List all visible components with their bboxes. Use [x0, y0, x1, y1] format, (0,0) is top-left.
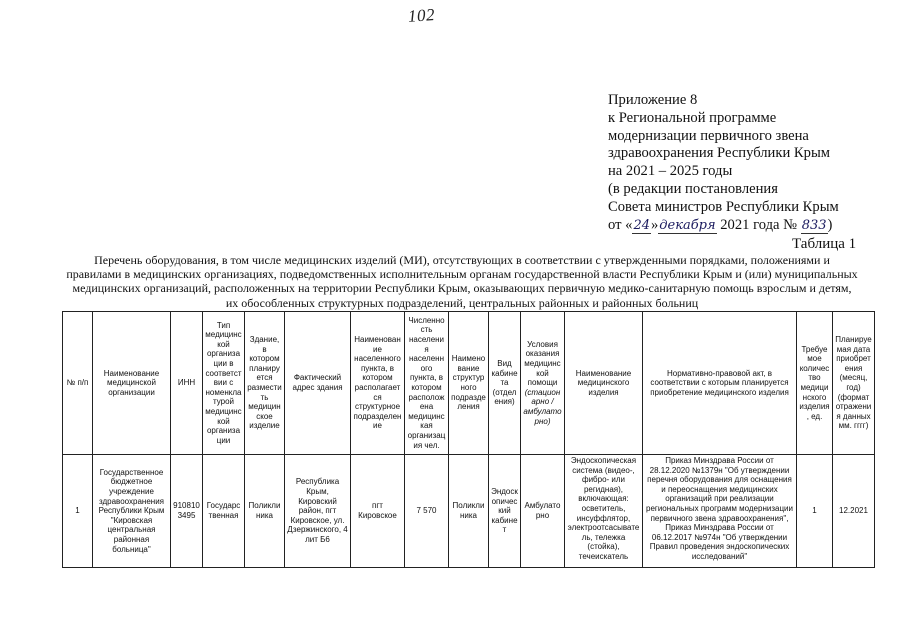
date-number-handwritten: 833 [801, 217, 827, 233]
cell-device: Эндоскопическая система (видео-, фибро- или регидная), включающая: осветитель, инсуффлятор, электроотсасыватель, тележка (стойка), течеискатель [565, 455, 643, 568]
table-label: Таблица 1 [792, 236, 857, 252]
date-suffix: ) [827, 216, 833, 233]
cell-date: 12.2021 [833, 455, 875, 568]
cell-act: Приказ Минздрава России от 28.12.2020 №1379н "Об утверждении перечня оборудования для оснащения и переоснащения медицинских организаций при реализации региональных программ модернизации первичного звена здравоохранения", Приказ Минздрава России от 06.12.2017 №974н "Об утверждении Правил проведения эндоскопических исследований" [643, 455, 797, 568]
col-header-date: Планируемая дата приобретения (месяц, год) (формат отражения данных мм. гггг) [833, 312, 875, 455]
appendix-line: (в редакции постановления [608, 180, 778, 197]
heading-line: Перечень оборудования, в том числе медицинских изделий (МИ), отсутствующих в соответствии с утвержденными порядками, положениями и [94, 253, 830, 267]
cell-cabinet: Эндоскопический кабинет [489, 455, 521, 568]
heading-line: медицинских организаций, расположенных на территории Республики Крым, оказывающих первичную медико-санитарную помощь взрослым и детям, [72, 281, 852, 296]
col-header-act: Нормативно-правовой акт, в соответствии с которым планируется приобретение медицинского изделия [643, 312, 797, 455]
col-header-settlement: Наименование населенного пункта, в котором располагается структурное подразделение [351, 312, 405, 455]
appendix-line: здравоохранения Республики Крым [608, 145, 830, 162]
cell-settlement: пгт Кировское [351, 455, 405, 568]
col-header-device: Наименование медицинского изделия [565, 312, 643, 455]
date-day-handwritten: 24 [633, 217, 650, 233]
col-header-inn: ИНН [171, 312, 203, 455]
cell-unit: Поликлиника [449, 455, 489, 568]
col-header-qty: Требуемое количество медицинского изделия, ед. [797, 312, 833, 455]
col-header-num: № п/п [63, 312, 93, 455]
col-header-address: Фактический адрес здания [285, 312, 351, 455]
appendix-date-line [608, 217, 898, 235]
col-header-unit: Наименование структурного подразделения [449, 312, 489, 455]
heading-line: правилами в медицинских организациях, подведомственных исполнительным органам государственной власти Республики Крым и (или) муниципальных [66, 267, 858, 282]
cell-type: Государственная [203, 455, 245, 568]
appendix-line: Приложение 8 [608, 92, 698, 108]
date-year: 2021 года № [716, 216, 801, 233]
col-header-conditions-text: Условия оказания медицинской помощи [524, 339, 561, 388]
date-prefix: от « [608, 216, 633, 233]
cell-qty: 1 [797, 455, 833, 568]
date-month-handwritten: декабря [659, 217, 716, 233]
appendix-line: на 2021 – 2025 годы [608, 163, 733, 180]
date-mid: » [650, 216, 659, 233]
cell-address: Республика Крым, Кировский район, пгт Кировское, ул. Дзержинского, 4 лит Б6 [285, 455, 351, 568]
table-heading [62, 253, 862, 310]
cell-building: Поликлиника [245, 455, 285, 568]
heading-line: их обособленных структурных подразделений, центральных районных и районных больниц [225, 295, 699, 310]
col-header-conditions-italic: (стационарно / амбулаторно) [523, 387, 562, 426]
appendix-line: к Региональной программе [608, 109, 777, 126]
col-header-population: Численность населения населенного пункта, в котором расположена медицинская организация чел. [405, 312, 449, 455]
table-header-row [63, 312, 875, 455]
col-header-org: Наименование медицинской организации [93, 312, 171, 455]
cell-num: 1 [63, 455, 93, 568]
col-header-cabinet: Вид кабинета (отделения) [489, 312, 521, 455]
equipment-table [62, 311, 875, 568]
appendix-line: модернизации первичного звена [608, 127, 809, 144]
col-header-conditions [521, 312, 565, 455]
appendix-line: Совета министров Республики Крым [608, 198, 839, 215]
table-row [63, 455, 875, 568]
col-header-building: Здание, в котором планируется разместить медицинское изделие [245, 312, 285, 455]
col-header-type: Тип медицинской организации в соответствии с номенклатурой медицинской организации [203, 312, 245, 455]
appendix-block [608, 92, 898, 234]
cell-inn: 9108103495 [171, 455, 203, 568]
cell-population: 7 570 [405, 455, 449, 568]
page-number: 102 [407, 5, 436, 26]
cell-conditions: Амбулаторно [521, 455, 565, 568]
cell-org: Государственное бюджетное учреждение здравоохранения Республики Крым "Кировская центральная районная больница" [93, 455, 171, 568]
